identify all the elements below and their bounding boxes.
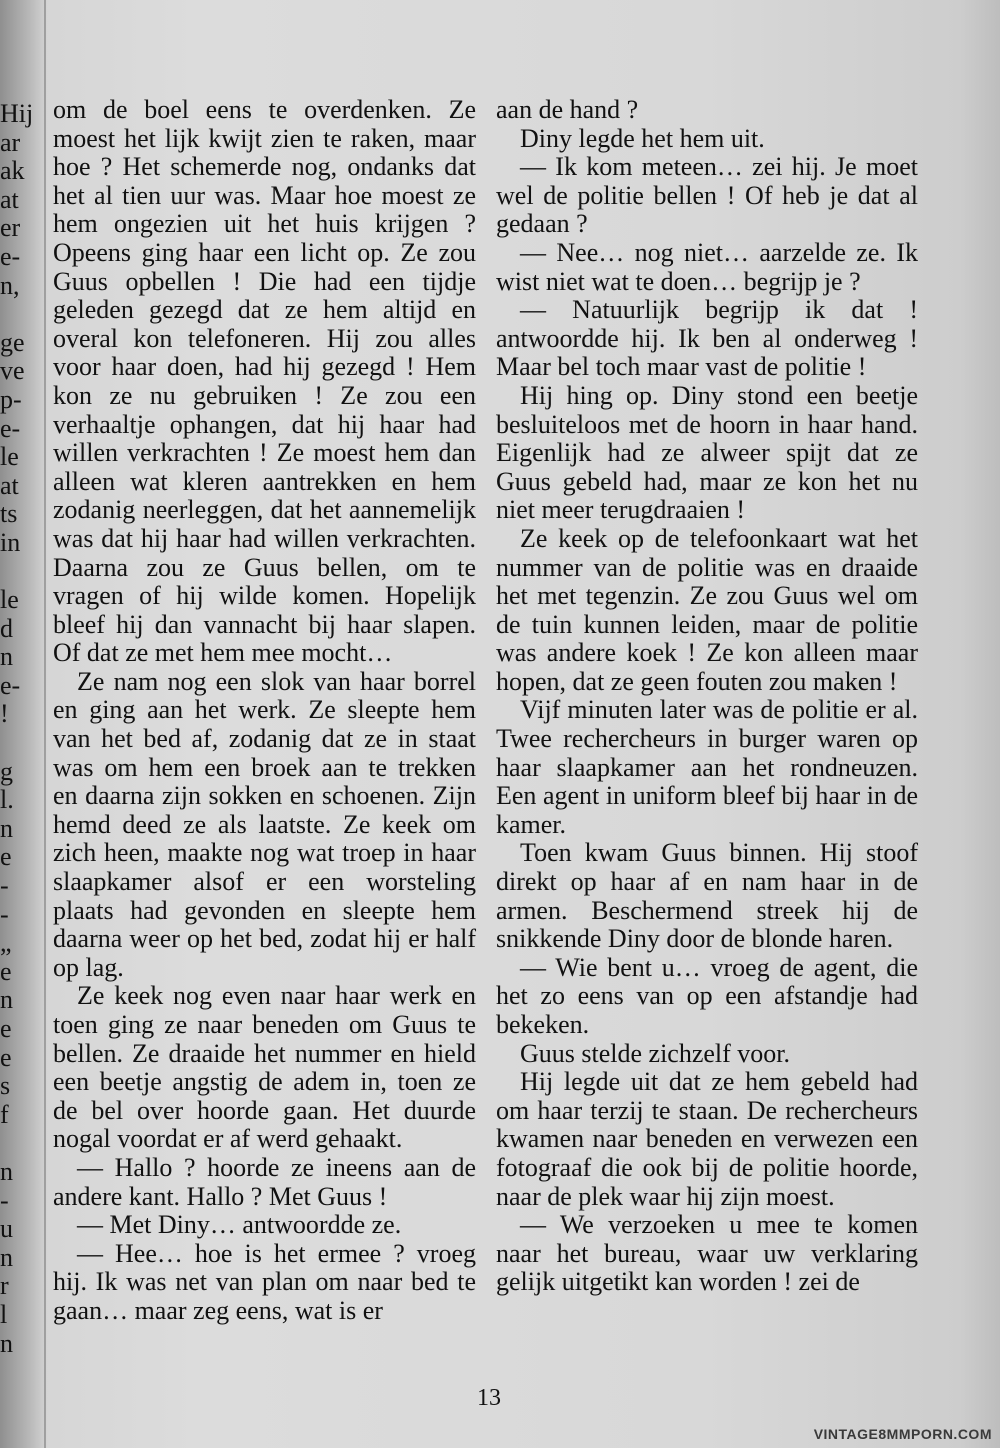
edge-fragment: ak [0, 157, 25, 186]
edge-fragment: d [0, 614, 13, 643]
edge-fragment: e- [0, 414, 21, 443]
paragraph: om de boel eens te overdenken. Ze moest het lijk kwijt zien te raken, maar hoe ? Het schemerde nog, ondanks dat het al tien uur was. Maar hoe moest ze hem ongezien uit het huis krijgen ? Opeens ging haar een licht op. Ze zou Guus opbellen ! Die had een tijdje geleden gezegd dat ze hem altijd en overal kon telefoneren. Hij zou alles voor haar doen, had hij gezegd ! Hem kon ze nu gebruiken ! Ze zou een verhaaltje ophangen, dat hij haar had willen verkrachten ! Ze moest hem dan alleen wat kleren aantrekken en hem zodanig neerleggen, dat het aannemelijk was dat hij haar had willen verkrachten. Daarna zou ze Guus bellen, om te vragen of hij wilde komen. Hopelijk bleef hij dan vannacht bij haar slapen. Of dat ze met hem mee mocht… [53, 95, 476, 668]
edge-fragment: l [0, 1300, 8, 1329]
paragraph: Ze nam nog een slok van haar borrel en ging aan het werk. Ze sleepte hem van het bed af, zodanig dat ze in staat was om hem een broek aan te trekken en daarna zijn sokken en schoenen. Zijn hemd deed ze als laatste. Ze keek om zich heen, maakte nog wat troep in haar slaapkamer alsof er een worsteling plaats had gevonden en sleepte hem daarna weer op het bed, zodat hij er half op lag. [53, 666, 476, 982]
edge-fragment: e- [0, 242, 21, 271]
edge-fragment: l. [0, 786, 14, 815]
edge-fragment: p- [0, 385, 22, 414]
gutter-shadow [44, 0, 46, 1448]
edge-fragment [0, 300, 42, 329]
paragraph: Toen kwam Guus binnen. Hij stoof direkt op haar af en nam haar in de armen. Beschermend streek hij de snikkende Diny door de blonde haren. [496, 838, 918, 954]
paragraph: Hij hing op. Diny stond een beetje besluiteloos met de hoorn in haar hand. Eigenlijk had ze alweer spijt dat ze Guus gebeld had, maar ze kon het nu niet meer terugdraaien ! [496, 380, 918, 525]
paragraph: Diny legde het hem uit. [520, 123, 765, 153]
page-number: 13 [477, 1385, 501, 1411]
edge-fragment: „ [0, 929, 12, 958]
edge-fragment: le [0, 586, 19, 615]
paragraph: aan de hand ? [496, 95, 639, 124]
right-text-column [496, 96, 918, 1297]
edge-fragment: - [0, 900, 9, 929]
edge-fragment [0, 1129, 42, 1158]
edge-fragment: - [0, 1186, 9, 1215]
paragraph: Vijf minuten later was de politie er al. Twee rechercheurs in burger waren op haar slaapkamer aan het rondneuzen. Een agent in uniform bleef bij haar in de kamer. [496, 695, 918, 839]
adjacent-page-edge-text [0, 100, 42, 1358]
paragraph: Hij legde uit dat ze hem gebeld had om haar terzij te staan. De rechercheurs kwamen naar beneden en verwezen een fotograaf die ook bij de politie hoorde, naar de plek waar hij zijn moest. [496, 1067, 918, 1211]
edge-fragment: ge [0, 328, 25, 357]
edge-fragment: n [0, 814, 13, 843]
paragraph: Ze keek op de telefoonkaart wat het nummer van de politie was en draaide het met tegenzin. Ze zou Guus wel om de tuin kunnen leiden, maar de politie was andere koek ! Ze kon alleen maar hopen, dat ze geen fouten zou maken ! [496, 523, 918, 696]
edge-fragment: e [0, 957, 12, 986]
edge-fragment: le [0, 443, 19, 472]
paragraph: — Met Diny… antwoordde ze. [77, 1210, 402, 1240]
paragraph: Ze keek nog even naar haar werk en toen ging ze naar beneden om Guus te bellen. Ze draaide het nummer en hield een beetje angstig de adem in, toen ze de bel over hoorde gaan. Het duurde nogal voordat er af werd gehaakt. [53, 981, 476, 1154]
edge-fragment: e [0, 1043, 12, 1072]
edge-fragment: at [0, 471, 19, 500]
paragraph: — Hee… hoe is het ermee ? vroeg hij. Ik was net van plan om naar bed te gaan… maar zeg eens, wat is er [53, 1238, 476, 1325]
edge-fragment: g [0, 757, 13, 786]
edge-fragment: u [0, 1215, 13, 1244]
edge-fragment: n [0, 1157, 13, 1186]
edge-fragment [0, 729, 42, 758]
paragraph: — We verzoeken u mee te komen naar het bureau, waar uw verklaring gelijk uitgetikt kan worden ! zei de [496, 1210, 918, 1297]
watermark: VINTAGE8MMPORN.COM [813, 1426, 992, 1442]
edge-fragment: e [0, 1015, 12, 1043]
edge-fragment: er [0, 214, 21, 243]
edge-fragment: Hij [0, 100, 34, 128]
paragraph: — Wie bent u… vroeg de agent, die het zo eens van op een afstandje had bekeken. [496, 952, 918, 1039]
edge-fragment: ts [0, 500, 18, 529]
edge-fragment: e [0, 843, 12, 872]
edge-fragment: n [0, 643, 13, 672]
edge-fragment: in [0, 528, 21, 557]
edge-fragment [0, 558, 42, 587]
edge-fragment: - [0, 872, 9, 901]
edge-fragment: n [0, 986, 13, 1015]
edge-fragment: e- [0, 671, 21, 700]
edge-fragment: ve [0, 357, 25, 386]
edge-fragment: n [0, 1329, 13, 1358]
paragraph: — Nee… nog niet… aarzelde ze. Ik wist niet wat te doen… begrijp je ? [496, 237, 918, 296]
paragraph: — Hallo ? hoorde ze ineens aan de andere kant. Hallo ? Met Guus ! [53, 1152, 476, 1211]
left-text-column [53, 96, 476, 1326]
edge-fragment: s [0, 1072, 11, 1101]
edge-fragment: ! [0, 700, 9, 729]
edge-fragment: n, [0, 271, 20, 300]
edge-fragment: r [0, 1272, 9, 1301]
edge-fragment: f [0, 1100, 9, 1129]
paragraph: Guus stelde zichzelf voor. [520, 1038, 791, 1068]
edge-fragment: ar [0, 128, 21, 157]
edge-fragment: at [0, 185, 19, 214]
paragraph: — Ik kom meteen… zei hij. Je moet wel de politie bellen ! Of heb je dat al gedaan ? [496, 152, 918, 239]
edge-fragment: n [0, 1243, 13, 1272]
paragraph: — Natuurlijk begrijp ik dat ! antwoordde hij. Ik ben al onderweg ! Maar bel toch maar vast de politie ! [496, 295, 918, 382]
